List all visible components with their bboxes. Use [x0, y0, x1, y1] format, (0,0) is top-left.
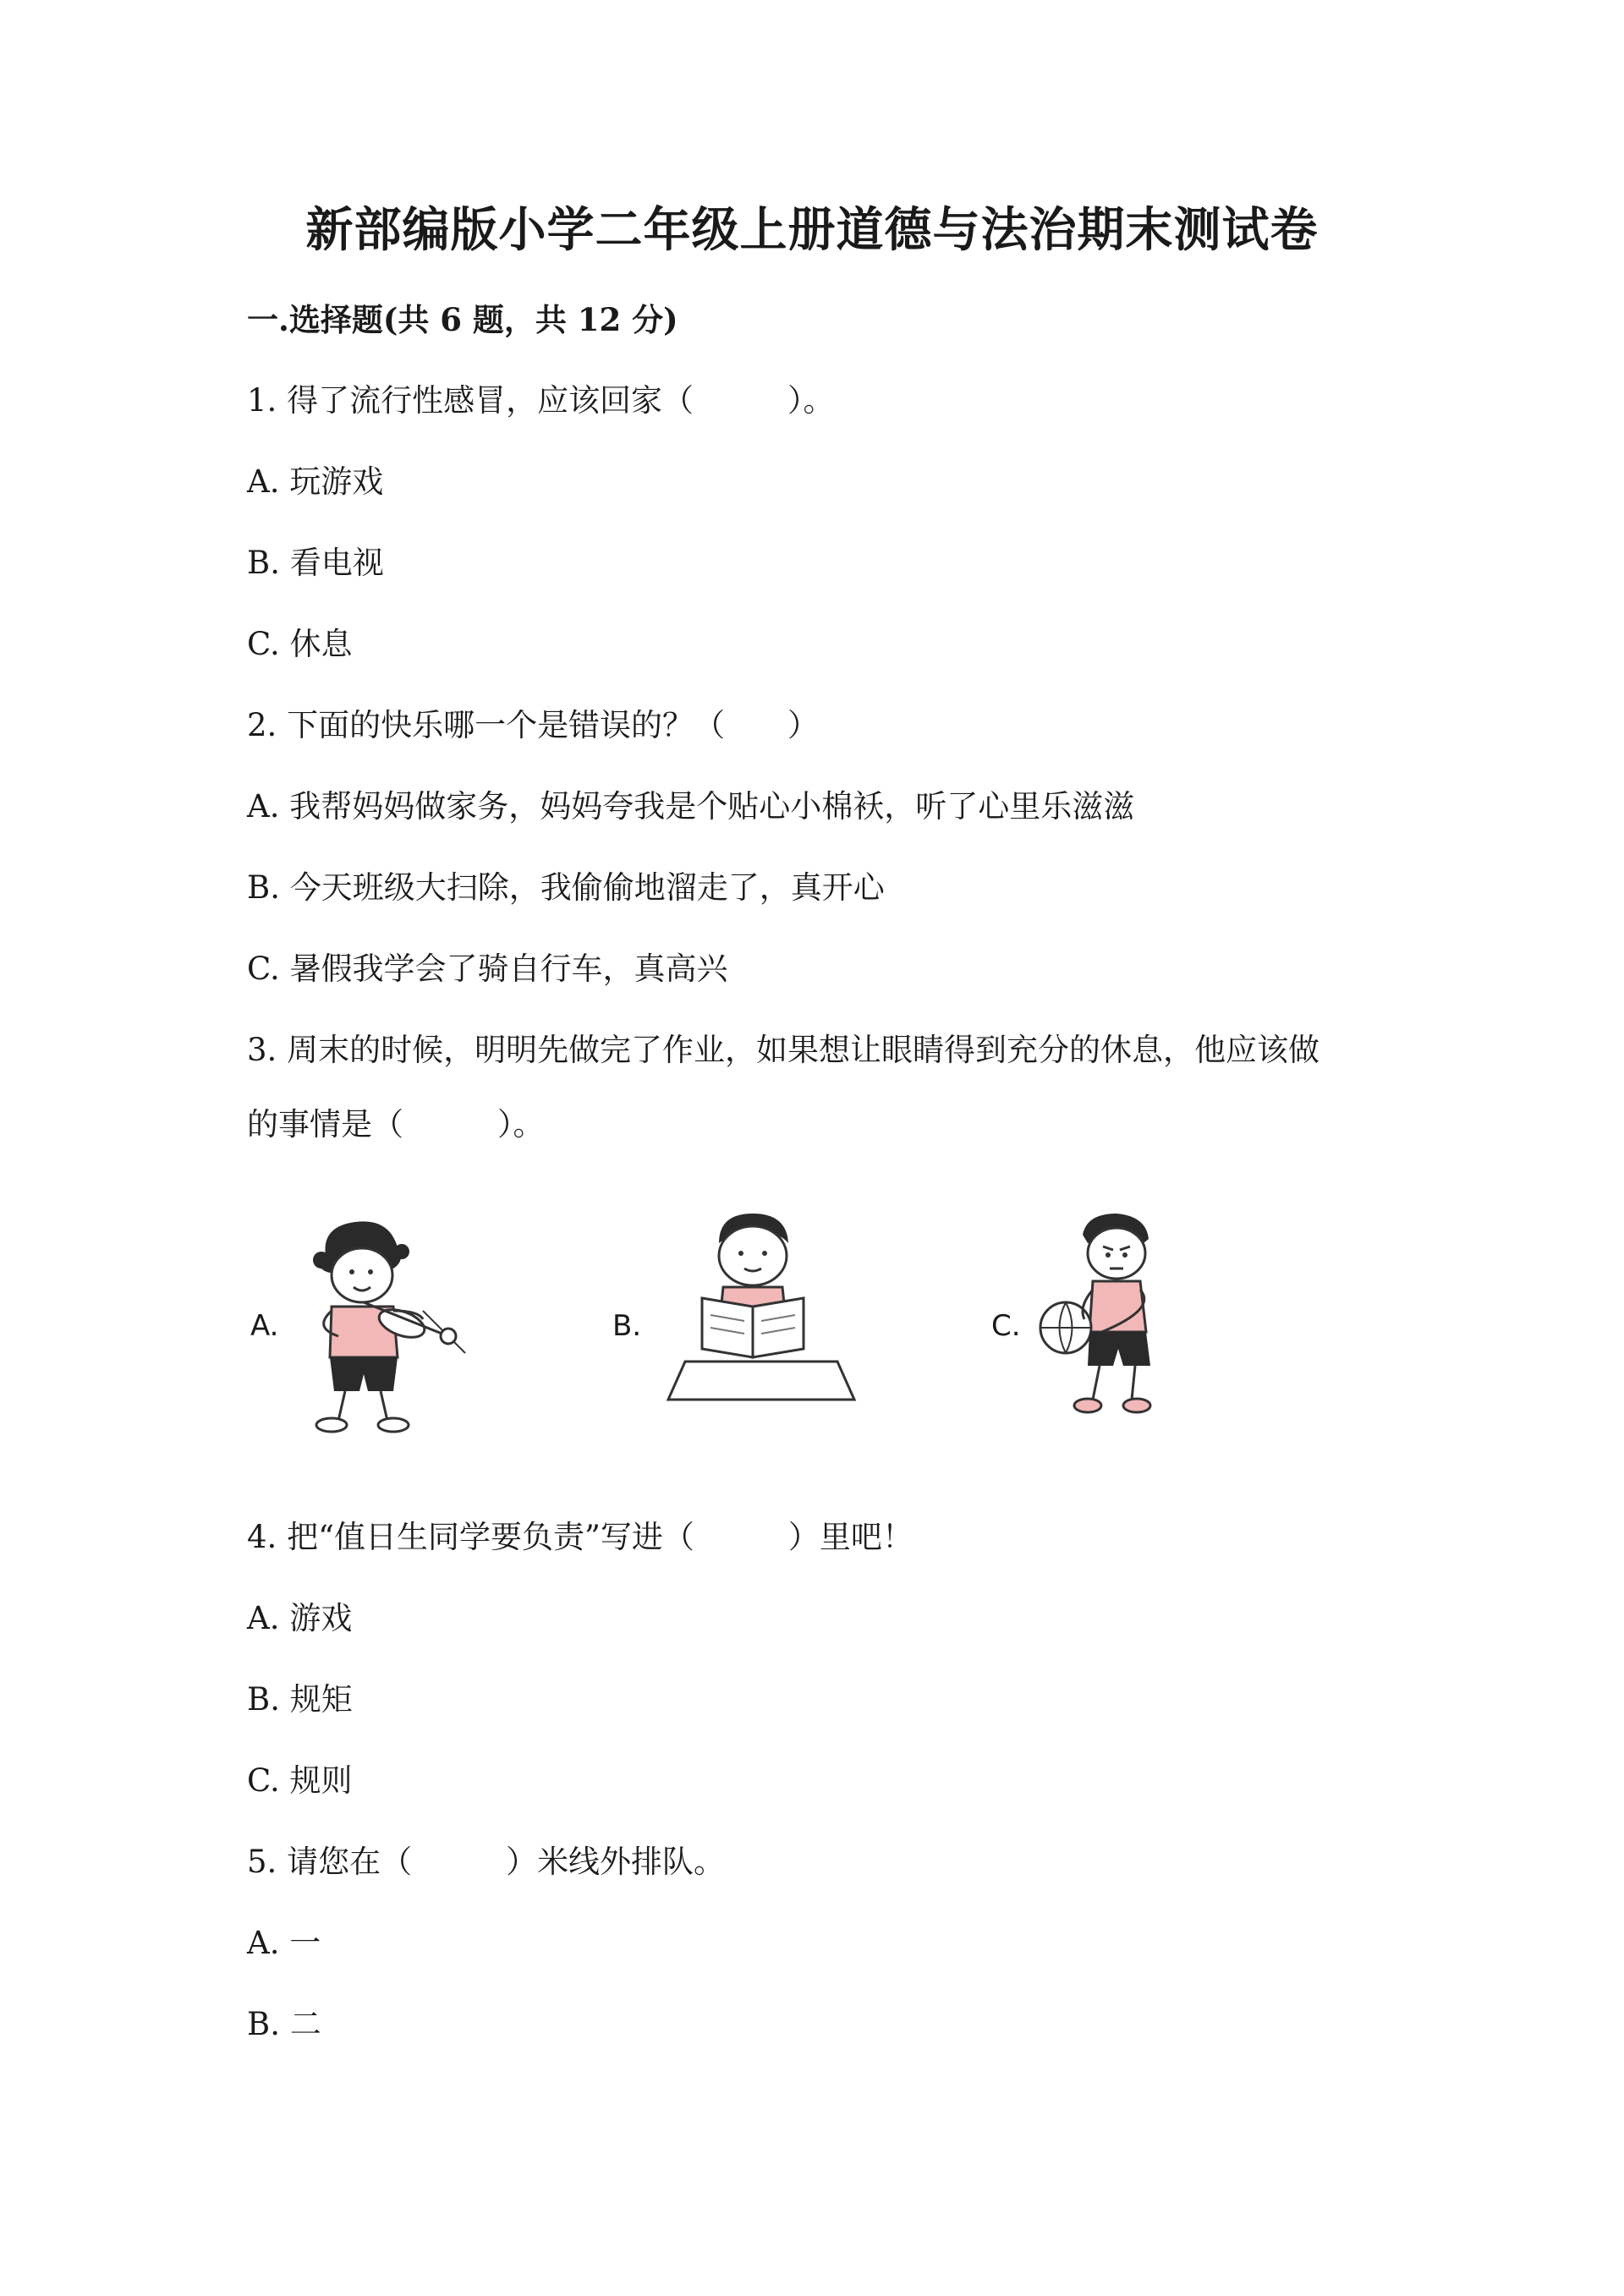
question-1-option-b: B. 看电视 [247, 545, 384, 581]
question-1-option-a: A. 玩游戏 [247, 463, 384, 500]
basketball-child-illustration [1032, 1209, 1184, 1429]
question-1-option-c: C. 休息 [247, 626, 353, 662]
question-3-picture-options [0, 1209, 1624, 1446]
picture-option-b-label: B. [612, 1309, 642, 1343]
question-4-option-c: C. 规则 [247, 1762, 353, 1799]
picture-option-a-label: A. [250, 1309, 279, 1343]
question-2-option-c: C. 暑假我学会了骑自行车，真高兴 [247, 951, 728, 987]
question-2-option-b: B. 今天班级大扫除，我偷偷地溜走了，真开心 [247, 869, 885, 906]
page-title: 新部编版小学二年级上册道德与法治期末测试卷 [305, 202, 1319, 258]
section-heading: 一.选择题(共 6 题，共 12 分) [247, 301, 678, 338]
question-3-stem-line-2: 的事情是（ ）。 [247, 1106, 545, 1143]
question-3-stem-line-1: 3. 周末的时候，明明先做完了作业，如果想让眼睛得到充分的休息，他应该做 [247, 1032, 1320, 1068]
question-4-option-b: B. 规矩 [247, 1681, 353, 1718]
question-4-stem: 4. 把“值日生同学要负责”写进（ ）里吧！ [247, 1519, 914, 1555]
picture-option-c-label: C. [991, 1309, 1021, 1343]
question-2-option-a: A. 我帮妈妈做家务，妈妈夸我是个贴心小棉袄，听了心里乐滋滋 [247, 788, 1135, 825]
question-5-stem: 5. 请您在（ ）米线外排队。 [247, 1844, 726, 1880]
question-5-option-b: B. 二 [247, 2006, 321, 2042]
violin-child-illustration [279, 1209, 474, 1438]
question-1-stem: 1. 得了流行性感冒，应该回家（ ）。 [247, 382, 835, 419]
reading-child-illustration [651, 1209, 863, 1412]
question-4-option-a: A. 游戏 [247, 1600, 353, 1636]
question-5-option-a: A. 一 [247, 1925, 321, 1961]
question-2-stem: 2. 下面的快乐哪一个是错误的？（ ） [247, 707, 820, 743]
